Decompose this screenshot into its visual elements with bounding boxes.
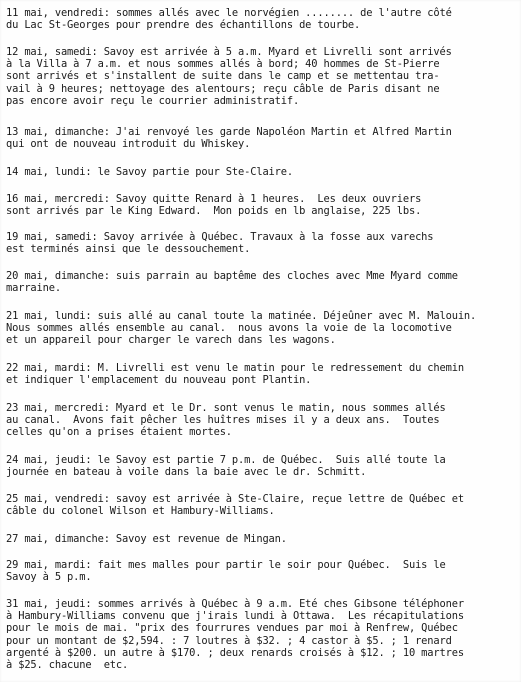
entry-line: pas encore avoir reçu le courrier administratif.: [6, 94, 300, 107]
entry-line: argenté à $200. un autre à $170. ; deux renards croisés à $12. ; 10 martres: [6, 646, 464, 659]
entry-line: qui ont de nouveau introduit du Whiskey.: [6, 138, 251, 151]
entry-line: Savoy à 5 p.m.: [6, 571, 92, 584]
diary-entry: [6, 493, 518, 517]
entry-line: 14 mai, lundi: le Savoy partie pour Ste-Claire.: [6, 166, 293, 178]
entry-line: 21 mai, lundi: suis allé au canal toute la matinée. Déjeûner avec M. Malouin.: [6, 310, 477, 322]
entry-line: 13 mai, dimanche: J'ai renvoyé les garde Napoléon Martin et Alfred Martin: [6, 126, 452, 138]
diary-entry: [6, 126, 518, 150]
entry-line: celles qu'on a prises étaient mortes.: [6, 426, 232, 439]
diary-entry: [6, 193, 518, 217]
entry-line: 29 mai, mardi: fait mes malles pour partir le soir pour Québec. Suis le: [6, 559, 446, 571]
entry-line: du Lac St-Georges pour prendre des échantillons de tourbe.: [6, 19, 361, 32]
entry-line: 11 mai, vendredi: sommes allés avec le norvégien ........ de l'autre côté: [6, 7, 452, 19]
diary-entry: [6, 7, 518, 31]
entry-line: 20 mai, dimanche: suis parrain au baptême des cloches avec Mme Myard comme: [6, 270, 458, 282]
entry-line: 19 mai, samedi: Savoy arrivée à Québec. Travaux à la fosse aux varechs: [6, 231, 434, 243]
entry-line: sont arrivés par le King Edward. Mon poids en lb anglaise, 225 lbs.: [6, 205, 422, 218]
entry-line: 23 mai, mercredi: Myard et le Dr. sont venus le matin, nous sommes allés: [6, 402, 446, 414]
entry-line: vail à 9 heures; nettoyage des alentours; reçu câble de Paris disant ne: [6, 82, 440, 95]
entry-line: journée en bateau à voile dans la baie avec le dr. Schmitt.: [6, 466, 367, 479]
entry-line: Nous sommes allés ensemble au canal. nous avons la voie de la locomotive: [6, 322, 452, 335]
entry-line: 31 mai, jeudi: sommes arrivés à Québec à 9 a.m. Eté ches Gibsone téléphoner: [6, 598, 464, 610]
entry-line: marraine.: [6, 282, 61, 295]
entry-line: câble du colonel Wilson et Hambury-Williams.: [6, 505, 275, 518]
entry-line: à Hambury-Williams convenu que j'irais lundi à Ottawa. Les récapitulations: [6, 610, 464, 623]
entry-line: au canal. Avons fait pêcher les huîtres mises il y a deux ans. Toutes: [6, 414, 440, 427]
entry-line: 27 mai, dimanche: Savoy est revenue de Mingan.: [6, 533, 287, 545]
entry-line: 25 mai, vendredi: savoy est arrivée à Ste-Claire, reçue lettre de Québec et: [6, 493, 464, 505]
entry-line: pour un montant de $2,594. : 7 loutres à $32. ; 4 castor à $5. ; 1 renard: [6, 634, 452, 647]
entry-line: à la Villa à 7 a.m. et nous sommes allés à bord; 40 hommes de St-Pierre: [6, 58, 440, 71]
entry-line: est terminés ainsi que le dessouchement.: [6, 243, 251, 256]
entry-line: 12 mai, samedi: Savoy est arrivée à 5 a.m. Myard et Livrelli sont arrivés: [6, 46, 452, 58]
diary-entry: [6, 166, 518, 178]
diary-entry: [6, 533, 518, 545]
diary-entry: [6, 362, 518, 386]
entry-line: 16 mai, mercredi: Savoy quitte Renard à 1 heures. Les deux ouvriers: [6, 193, 422, 205]
diary-entry: [6, 598, 518, 671]
diary-entry: [6, 310, 518, 347]
diary-entry: [6, 46, 518, 107]
diary-entry: [6, 402, 518, 439]
diary-entry: [6, 231, 518, 255]
entry-line: à $25. chacune etc.: [6, 659, 129, 672]
entry-line: et un appareil pour charger le varech dans les wagons.: [6, 334, 336, 347]
entry-line: pour le mois de mai. "prix des fourrures vendues par moi à Renfrew, Québec: [6, 622, 458, 635]
entry-line: sont arrivés et s'installent de suite dans le camp et se mettentau tra-: [6, 70, 440, 83]
diary-entry: [6, 270, 518, 294]
entry-line: et indiquer l'emplacement du nouveau pont Plantin.: [6, 374, 312, 387]
entry-line: 24 mai, jeudi: le Savoy est partie 7 p.m. de Québec. Suis allé toute la: [6, 454, 446, 466]
diary-entry: [6, 559, 518, 583]
entry-line: 22 mai, mardi: M. Livrelli est venu le matin pour le redressement du chemin: [6, 362, 464, 374]
diary-entry: [6, 454, 518, 478]
